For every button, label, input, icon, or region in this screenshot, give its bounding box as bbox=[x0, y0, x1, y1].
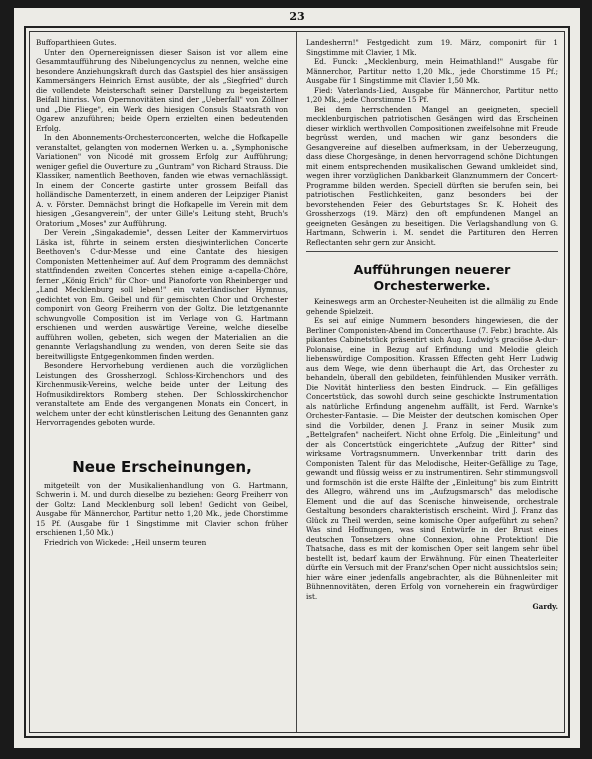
section-heading-orchestral-works: Aufführungen neuerer Orchesterwerke. bbox=[353, 262, 511, 293]
section-heading-new-releases: Neue Erscheinungen, bbox=[72, 457, 252, 476]
paragraph: Ed. Funck: „Mecklenburg, mein Heimathland!" Ausgabe für Männerchor, Partitur netto 1,20 Mk., jede Chorstimme 15 Pf.; Ausgabe für 1 Singstimme mit Clavier 1,50 Mk. bbox=[306, 57, 558, 85]
section-divider bbox=[306, 251, 558, 252]
paragraph: Buffoparthieen Gutes. bbox=[36, 38, 117, 47]
paragraph: Keineswegs arm an Orchester-Neuheiten ist die allmälig zu Ende gehende Spielzeit. bbox=[306, 297, 558, 316]
paragraph: Unter den Opernereignissen dieser Saison ist vor allem eine Gesammtaufführung des Nibelungencyclus zu nennen, welche eine besondere Anziehungskraft durch das Gastspiel des hier ansässigen Kammersängers Heinrich Ernst ausübte, der als „Siegfried" durch die vollendete Meisterschaft seiner Darstellung zu begeistertem Beifall hinriss. Von Opernnovitäten sind der „Ueberfall" von Zöllner und „Die Fliege", ein Werk des hiesigen Consuls Staatsrath von Ogarew anzuführen; beide Opern erzielten einen bedeutenden Erfolg. bbox=[36, 47, 288, 133]
magazine-page bbox=[14, 8, 580, 748]
paragraph: Fied: Vaterlands-Lied, Ausgabe für Männerchor, Partitur netto 1,20 Mk., jede Chorstimme 15 Pf. bbox=[306, 85, 558, 104]
paragraph: Bei dem herrschenden Mangel an geeigneten, speciell mecklenburgischen patriotischen Gesängen wird das Erscheinen dieser wirklich werthvollen Compositionen zweifelsohne mit Freude begrüsst werden, und machen wir ganz besonders die Gesangvereine auf dieselben aufmerksam, in der Ueberzeugung, dass diese Chorgesänge, in denen hervorragend schöne Dichtungen mit einem entsprechenden musikalischen Gewand umkleidet sind, wegen ihrer vorzüglichen Dankbarkeit Glanznummern der Concert-Programme bilden werden. Speciell dürften sie berufen sein, bei patriotischen Festlichkeiten, ganz besonders bei der bevorstehenden Feier des Geburtstages Sr. K. Hoheit des Grossherzogs (19. März) den oft empfundenen Mangel an geeigneten Gesängen zu beseitigen. Die Verlagshandlung von G. Hartmann, Schwerin i. M. sendet die Partituren den Herren Reflectanten sehr gern zur Ansicht. bbox=[306, 104, 558, 247]
left-column bbox=[36, 38, 288, 728]
paragraph: Es sei auf einige Nummern besonders hingewiesen, die der Berliner Componisten-Abend im Concerthause (7. Febr.) brachte. Als pikantes Cabinetstück präsentirt sich Aug. Ludwig's graciöse A-dur-Polonaise, eine in Bezug auf Erfindung und Melodie gleich liebenswürdige Composition. Krassen Effecten geht Herr Ludwig aus dem Wege, wie denn überhaupt die Art, das Orchester zu behandeln, überall den gebildeten, feinfühlenden Musiker verräth. Die Novität hinterliess den besten Eindruck. — Ein gefälliges Concertstück, das sowohl durch seine geschickte Instrumentation als natürliche Erfindung angenehm auffällt, ist Ferd. Warnke's Orchester-Fantasie. — Die Meister der deutschen komischen Oper sind die Vorbilder, denen J. Franz in seiner Musik zum „Bettelgrafen" nacheifert. Nicht ohne Erfolg. Die „Einleitung" und der als Concertstück eingerichtete „Aufzug der Ritter" sind wirksame Vortragsnummern. Unverkennbar tritt darin des Componisten Talent für das Melodische, Heiter-Gefällige zu Tage, gewandt und flüssig weiss er zu instrumentiren. Sehr stimmungsvoll und formschön ist die erste Hälfte der „Einleitung" bis zum Eintritt des Allegro, während uns im „Aufzugsmarsch" das melodische Element und die auf das Scenische hinweisende, orchestrale Gestaltung besonders charakteristisch erscheint. Wird J. Franz das Glück zu Theil werden, seine komische Oper aufgeführt zu sehen? Was sind Hoffnungen, was sind Entwürfe in der Brust eines deutschen Tonsetzers ohne Connexion, ohne Protektion! Die Thatsache, dass es mit der komischen Oper seit langem sehr übel bestellt ist, bedarf kaum der Erwähnung. Für einen Theaterleiter dürfte ein Versuch mit der Franz'schen Oper nicht aussichtslos sein; hier wäre einer jedenfalls angebrachter, als die Bühnenleiter mit Bühnennovitäten, deren Erfolg von vorneherein ein fragwürdiger ist. bbox=[306, 316, 558, 601]
paragraph: Landesherrn!" Festgedicht zum 19. März, componirt für 1 Singstimme mit Clavier, 1 Mk. bbox=[306, 38, 558, 57]
paragraph: Friedrich von Wickede: „Heil unserm teuren bbox=[44, 537, 207, 547]
author-signature: Gardy. bbox=[532, 602, 558, 611]
paragraph: In den Abonnements-Orchesterconcerten, welche die Hofkapelle veranstaltet, gelangten von modernen Werken u. a. „Symphonische Variationen" von Nicodé mit grossem Erfolg zur Aufführung; weniger gefiel die Ouverture zu „Guntram" von Richard Strauss. Die Klassiker, namentlich Beethoven, fanden wie etwas vernachlässigt. In einem der Concerte gastirte unter grossem Beifall das holländische Damenterzett, in einem anderen der Leipziger Pianist A. v. Förster. Demnächst bringt die Hofkapelle im Verein mit dem hiesigen „Gesangverein", der unter Gille's Leitung steht, Bruch's Oratorium „Moses" zur Aufführung. bbox=[36, 133, 288, 228]
column-divider bbox=[296, 32, 297, 732]
paragraph: Der Verein „Singakademie", dessen Leiter der Kammervirtuos Läska ist, führte in seinem ersten diesjwinterlichen Concerte Beethoven's C-dur-Messe und eine Cantate des hiesigen Componisten Mettenheimer auf. Auf dem Programm des demnächst stattfindenden zweiten Concertes stehen einige a-capella-Chöre, ferner „König Erich" für Chor- und Pianoforte von Rheinberger und „Land Mecklenburg soll leben!" ein vaterländischer Hymnus, gedichtet von Em. Geibel und für gemischten Chor und Orchester componirt von Georg Freiherrn von der Goltz. Die letztgenannte schwungvolle Composition ist im Verlage von G. Hartmann erschienen und werden auswärtige Vereine, welche dieselbe aufführen wollen, gebeten, sich wegen der Materialien an die genannte Verlagshandlung zu wenden, von deren Seite sie das bereitwilligste Entgegenkommen finden werden. bbox=[36, 228, 288, 361]
paragraph: Besondere Hervorhebung verdienen auch die vorzüglichen Leistungen des Grossherzogl. Schloss-Kirchenchors und des Kirchenmusik-Vereins, welche beide unter der Leitung des Hofmusikdirektors Romberg stehen. Der Schlosskirchenchor veranstaltete am Ende des vergangenen Monats ein Concert, in welchem unter der echt künstlerischen Leitung des Genannten ganz Hervorragendes geboten wurde. bbox=[36, 361, 288, 427]
right-column bbox=[306, 38, 558, 728]
paragraph: mitgeteilt von der Musikalienhandlung von G. Hartmann, Schwerin i. M. und durch dieselbe zu beziehen: Georg Freiherr von der Goltz: Land Mecklenburg soll leben! Gedicht von Geibel, Ausgabe für Männerchor, Partitur netto 1,20 Mk., jede Chorstimme 15 Pf. (Ausgabe für 1 Singstimme mit Clavier schon früher erschienen 1,50 Mk.) bbox=[36, 480, 288, 537]
page-number: 23 bbox=[289, 10, 305, 23]
